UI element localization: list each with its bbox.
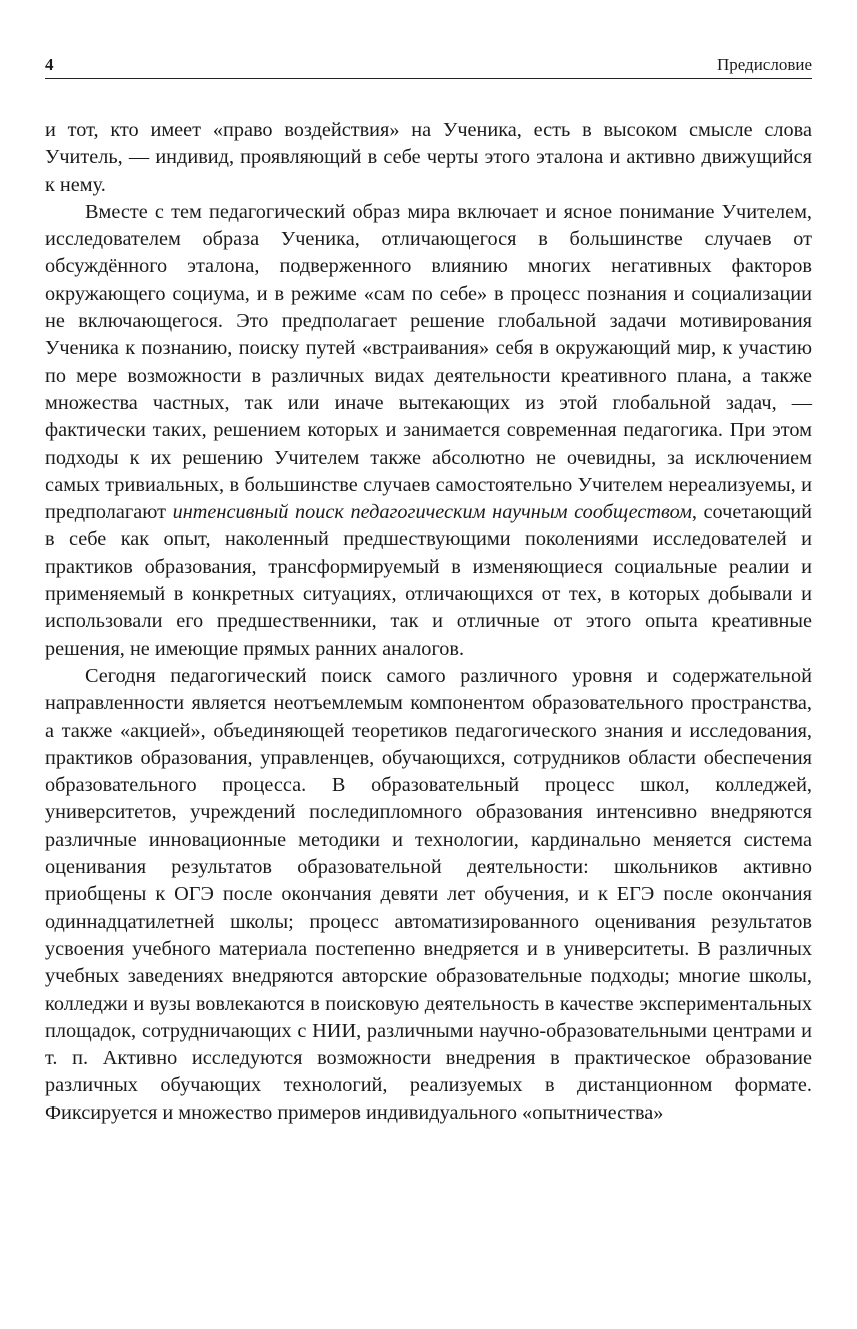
italic-emphasis: интенсивный поиск педагогическим научным сообществом [172,501,692,524]
running-header [45,52,812,79]
paragraph-text-before-italic: Вместе с тем педагогический образ мира включает и ясное понимание Учителем, исследователем образа Ученика, отличающегося в большинстве случаев от обсуждённого эталона, подверженного влиянию многих негативных факторов окружающего социума, и в режиме «сам по себе» в процесс познания и социализации не включающегося. Это предполагает решение глобальной задачи мотивирования Ученика к познанию, поиску путей «встраивания» себя в окружающий мир, к участию по мере возможности в различных видах деятельности креативного плана, а также множества частных, так или иначе вытекающих из этой глобальной задач, — фактически таких, решением которых и занимается современная педагогика. При этом подходы к их решению Учителем также абсолютно не очевидны, за исключением самых тривиальных, в большинстве случаев самостоятельно Учителем нереализуемы, и предполагают [45,200,812,524]
paragraph-pedagogical-search: Сегодня педагогический поиск самого различного уровня и содержательной направленности является неотъемлемым компонентом образовательного пространства, а также «акцией», объединяющей теоретиков педагогического знания и исследования, практиков образования, управленцев, обучающихся, сотрудников области обеспечения образовательного процесса. В образовательный процесс школ, колледжей, университетов, учреждений последипломного образования интенсивно внедряются различные инновационные методики и технологии, кардинально меняется система оценивания результатов образовательной деятельности: школьников активно приобщены к ОГЭ после окончания девяти лет обучения, и к ЕГЭ после окончания одиннадцатилетней школы; процесс автоматизированного оценивания результатов усвоения учебного материала постепенно внедряется и в университеты. В различных учебных заведениях внедряются авторские образовательные подходы; многие школы, колледжи и вузы вовлекаются в поисковую деятельность в качестве экспериментальных площадок, сотрудничающих с НИИ, различными научно-образовательными центрами и т. п. Активно исследуются возможности внедрения в практическое образование различных обучающих технологий, реализуемых в дистанционном формате. Фиксируется и множество примеров индивидуального «опытничества» [45,664,812,1124]
book-page [45,52,812,1127]
paragraph-pedagogical-worldview [45,199,812,663]
section-title: Предисловие [716,55,812,74]
body-text [45,117,812,1127]
paragraph-continuation: и тот, кто имеет «право воздействия» на Ученика, есть в высоком смысле слова Учитель, — индивид, проявляющий в себе черты этого эталона и активно движущийся к нему. [45,119,812,196]
page-number: 4 [45,55,54,74]
paragraph-text-after-italic: , сочетающий в себе как опыт, наколенный предшествующими поколениями исследователей и практиков образования, трансформируемый в изменяющиеся социальные реалии и применяемый в конкретных ситуациях, отличающихся от тех, в которых добывали и использовали его предшественники, так и отличные от этого опыта креативные решения, не имеющие прямых ранних аналогов. [45,501,812,660]
